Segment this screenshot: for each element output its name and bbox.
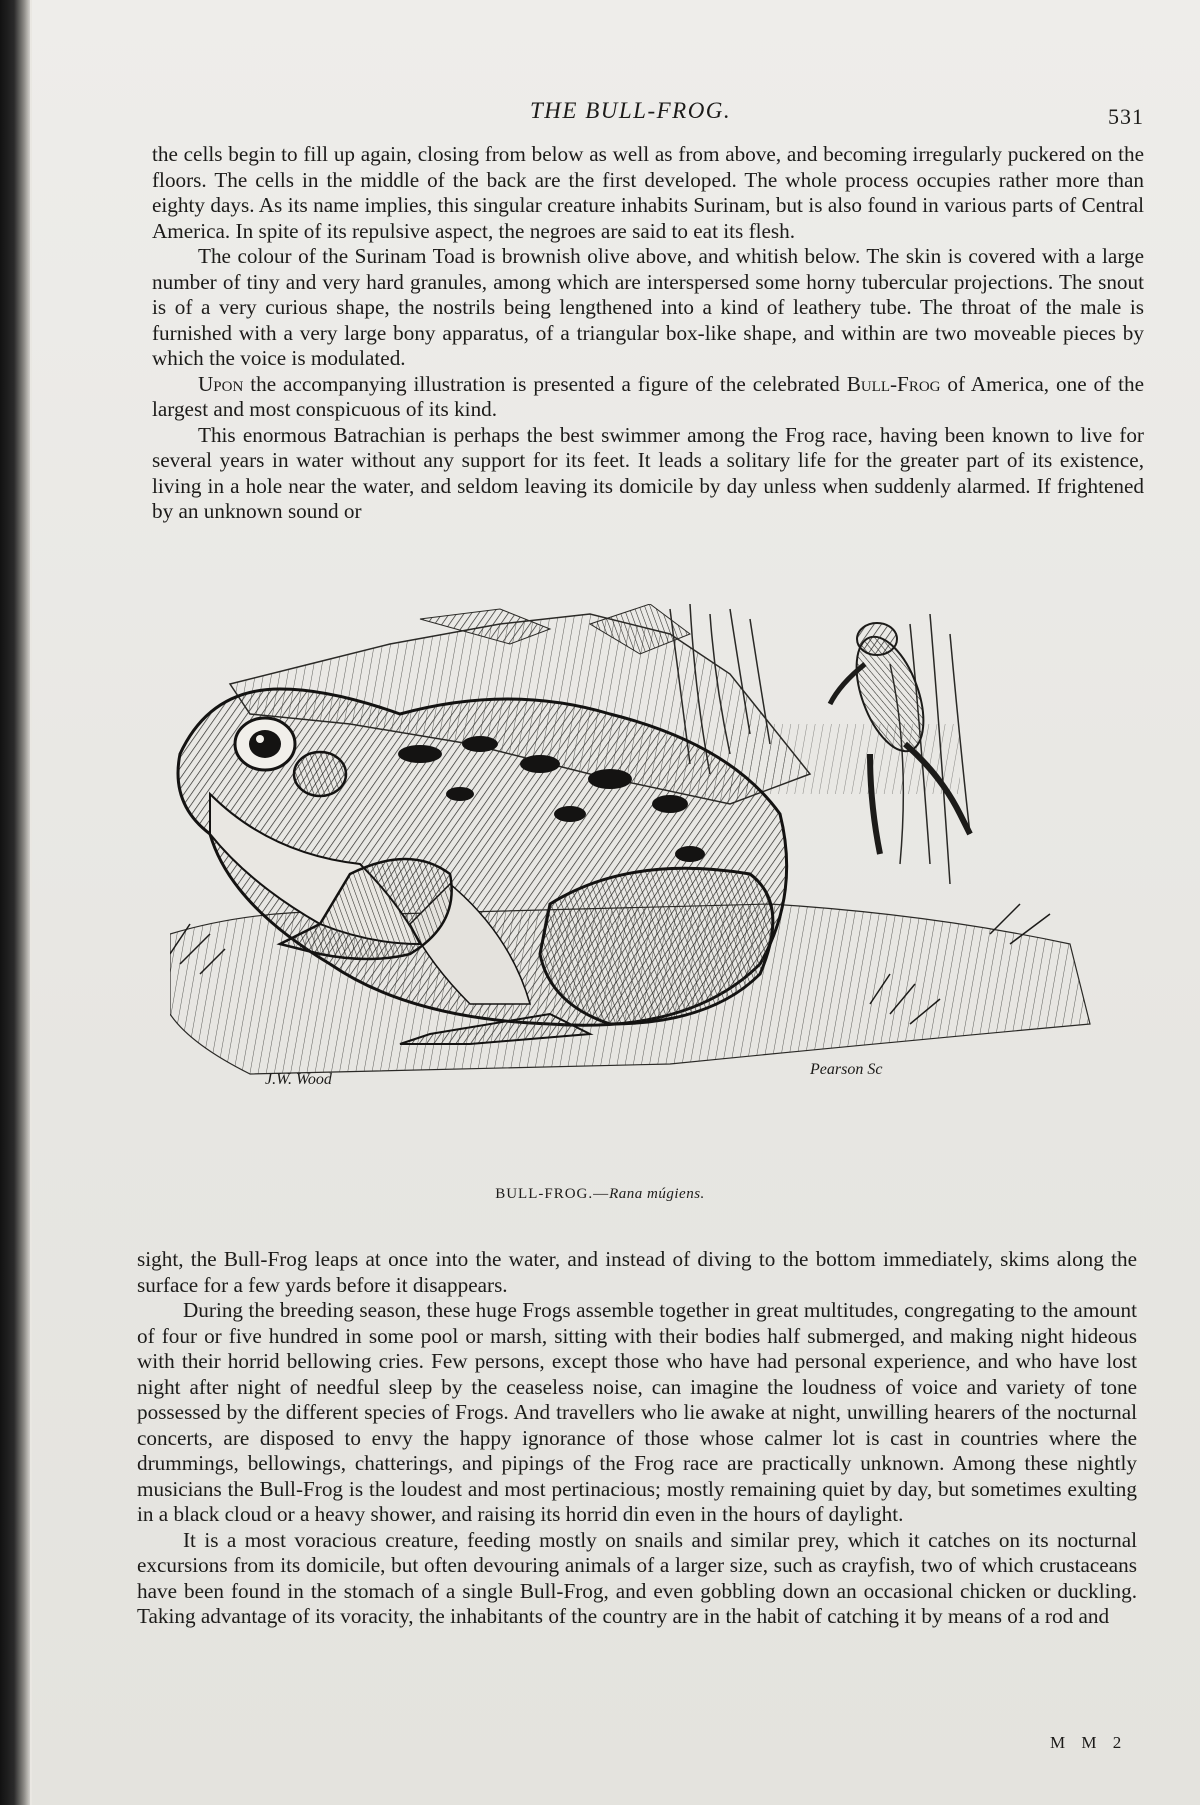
caption-latin-name: Rana múgiens. [609,1186,705,1202]
lower-text-block [137,1247,1137,1630]
figure-caption [0,1186,1200,1203]
paragraph-voracious: It is a most voracious creature, feeding mostly on snails and similar prey, which it catches on its nocturnal excursions from its domicile, but often devouring animals of a larger size, such as crayfish, two of which crustaceans have been found in the stomach of a single Bull-Frog, and even gobbling down an occasional chicken or duckling. Taking advantage of its voracity, the inhabitants of the country are in the habit of catching it by means of a rod and [137,1527,1137,1628]
caption-dash: — [593,1186,610,1202]
paragraph-swimmer: This enormous Batrachian is perhaps the best swimmer among the Frog race, having been known to live for several years in water without any support for its feet. It leads a solitary life for the greater part of its existence, living in a hole near the water, and seldom leaving its domicile by day unless when suddenly alarmed. If frightened by an unknown sound or [152,422,1144,523]
page-header [0,98,1200,132]
book-spine-shadow [0,0,30,1805]
intro-text-tail: of America, one of the largest and most conspicuous of its kind. [152,371,1144,421]
running-title: THE BULL-FROG. [530,98,732,123]
bullfrog-illustration [170,604,1110,1159]
water [730,724,960,794]
page-number: 531 [1108,104,1144,129]
paragraph-surinam-cells: the cells begin to fill up again, closing from below as well as from above, and becoming irregularly puckered on the floors. The cells in the middle of the back are the first developed. The whole process occupies rather more than eighty days. As its name implies, this singular creature inhabits Surinam, but is also found in various parts of Central America. In spite of its repulsive aspect, the negroes are said to eat its flesh. [152,142,1144,243]
engraver-signature-right: Pearson Sc [810,1061,883,1078]
paragraph-surinam-colour: The colour of the Surinam Toad is brownish olive above, and whitish below. The skin is covered with a large number of tiny and very hard granules, among which are interspersed some horny tubercular projections. The snout is of a very curious shape, the nostrils being lengthened into a kind of leathery tube. The throat of the male is furnished with a very large bony apparatus, of a triangular box-like shape, and within are two moveable pieces by which the voice is modulated. [152,244,1144,370]
paragraph-leaps: sight, the Bull-Frog leaps at once into the water, and instead of diving to the bottom immediately, skims along the surface for a few yards before it disappears. [137,1247,1137,1297]
paragraph-bullfrog-intro [152,372,1144,423]
intro-text: the accompanying illustration is presented a figure of the celebrated [243,371,847,396]
bullfrog-engraving [170,604,1110,1159]
upper-text-block [152,142,1144,525]
printer-signature-mark: M M 2 [1050,1733,1128,1752]
drop-lead-word: Upon [198,371,244,396]
bullfrog-name: Bull-Frog [846,371,941,396]
paragraph-breeding-season: During the breeding season, these huge Frogs assemble together in great multitudes, congregating to the amount of four or five hundred in some pool or marsh, sitting with their bodies half submerged, and making night hideous with their horrid bellowing cries. Few persons, except those who have had personal experience, and who have lost night after night of needful sleep by the ceaseless noise, can imagine the loudness of voice and variety of tone possessed by the different species of Frogs. And travellers who lie awake at night, unwilling hearers of the nocturnal concerts, are disposed to envy the happy ignorance of those whose calmer lot is cast in countries where the drummings, bellowings, chatterings, and pipings of the Frog race are practically unknown. Among these nightly musicians the Bull-Frog is the loudest and most pertinacious; mostly remaining quiet by day, but sometimes exulting in a black cloud or a heavy shower, and raising its horrid din even in the hours of daylight. [137,1298,1137,1526]
engraver-signature-left: J.W. Wood [265,1071,332,1088]
caption-common-name: BULL-FROG. [495,1186,594,1202]
